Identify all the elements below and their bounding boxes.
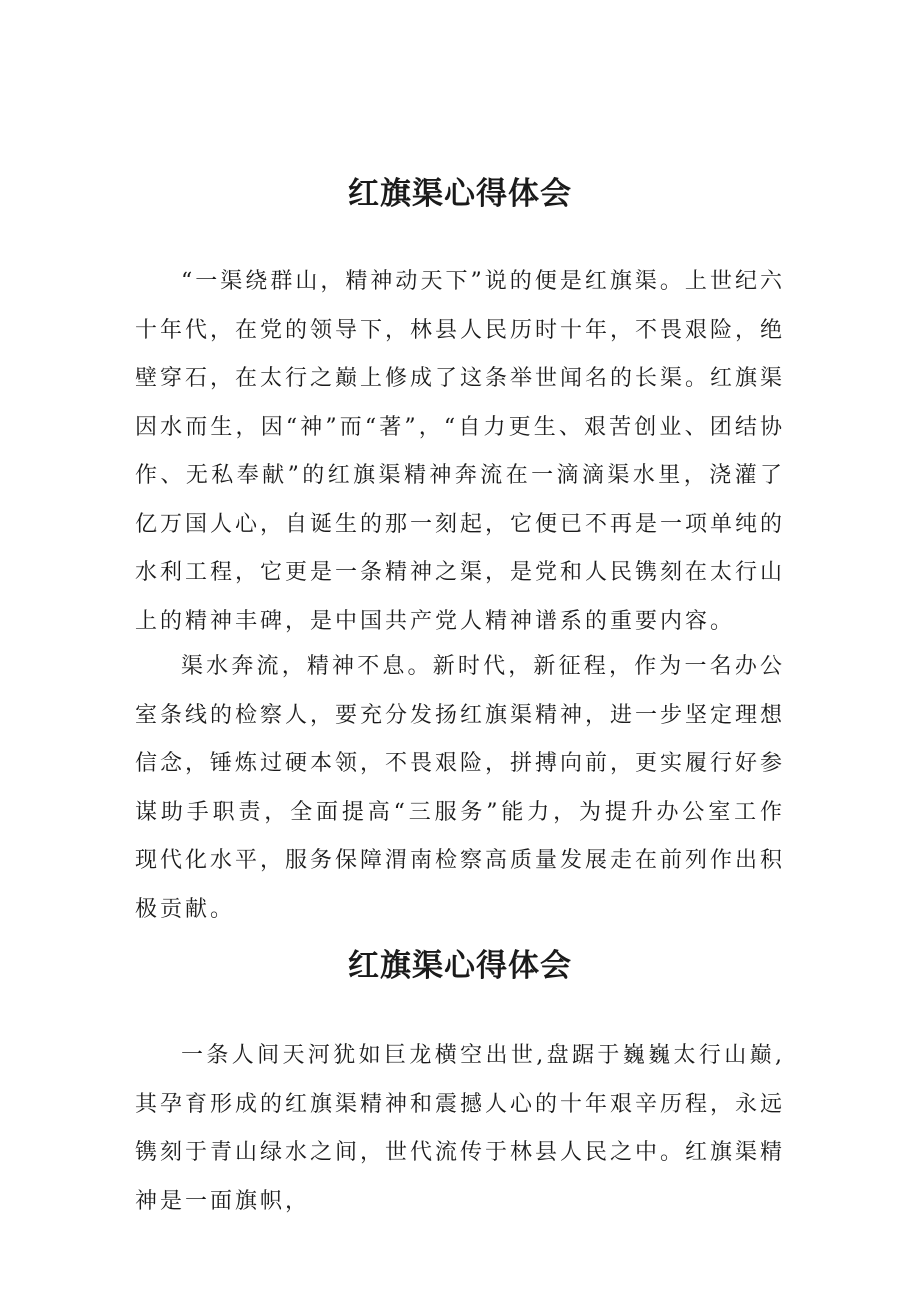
section-title: 红旗渠心得体会 bbox=[348, 948, 572, 984]
body-paragraph: “一渠绕群山，精神动天下”说的便是红旗渠。上世纪六十年代，在党的领导下，林县人民历时十年，不畏艰险，绝壁穿石，在太行之巅上修成了这条举世闻名的长渠。红旗渠因水而生，因“神”而“著”，“自力更生、艰苦创业、团结协作、无私奉献”的红旗渠精神奔流在一滴滴渠水里，浇灌了亿万国人心，自诞生的那一刻起，它便已不再是一项单纯的水利工程，它更是一条精神之渠，是党和人民镌刻在太行山上的精神丰碑，是中国共产党人精神谱系的重要内容。 bbox=[135, 269, 786, 634]
body-paragraph: 渠水奔流，精神不息。新时代，新征程，作为一名办公室条线的检察人，要充分发扬红旗渠精神，进一步坚定理想信念，锤炼过硬本领，不畏艰险，拼搏向前，更实履行好参谋助手职责，全面提高“三服务”能力，为提升办公室工作现代化水平，服务保障渭南检察高质量发展走在前列作出积极贡献。 bbox=[135, 654, 786, 922]
section-title: 红旗渠心得体会 bbox=[348, 176, 572, 212]
body-paragraph: 一条人间天河犹如巨龙横空出世,盘踞于巍巍太行山巅,其孕育形成的红旗渠精神和震撼人心的十年艰辛历程，永远镌刻于青山绿水之间，世代流传于林县人民之中。红旗渠精神是一面旗帜， bbox=[135, 1043, 786, 1214]
